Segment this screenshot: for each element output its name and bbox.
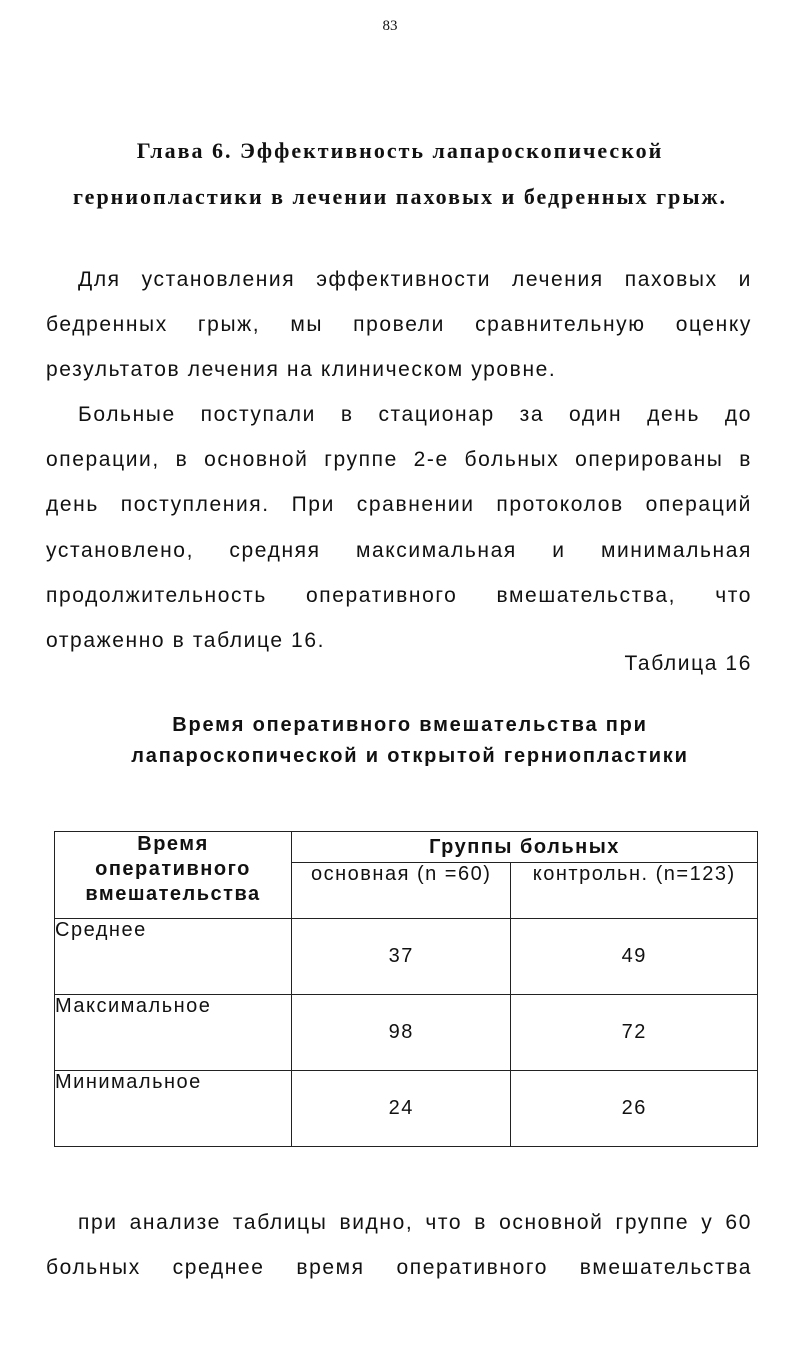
paragraph-line: установлено, средняя максимальная и минимальная <box>46 538 752 562</box>
chapter-title-line-1: Глава 6. Эффективность лапароскопической <box>136 138 664 163</box>
table-row <box>55 995 758 1071</box>
paragraph-line: при анализе таблицы видно, что в основной группе у 60 <box>78 1211 752 1234</box>
row-label: Среднее <box>55 919 292 995</box>
paragraph-line: продолжительность оперативного вмешательства, что <box>46 583 752 607</box>
header-line: оперативного <box>95 858 251 880</box>
paragraph-line: больных среднее время оперативного вмешательства <box>46 1256 752 1280</box>
chapter-title-line-2: герниопластики в лечении паховых и бедренных грыж. <box>72 184 728 209</box>
paragraph-line: бедренных грыж, мы провели сравнительную оценку <box>46 313 752 337</box>
table-title-line-1: Время оперативного вмешательства при <box>172 714 648 736</box>
data-table <box>54 831 758 1147</box>
chapter-title <box>40 128 760 220</box>
paragraph-line: отраженно в таблице 16. <box>46 629 326 653</box>
paragraph-line: день поступления. При сравнении протоколов операций <box>46 493 752 517</box>
cell-value: 49 <box>511 919 758 995</box>
group-header: Группы больных <box>292 832 758 863</box>
paragraph-line: Для установления эффективности лечения паховых и <box>78 268 752 291</box>
table-title <box>40 710 780 772</box>
paragraph-line: результатов лечения на клиническом уровне. <box>46 358 557 382</box>
paragraph-line: операции, в основной группе 2-е больных оперированы в <box>46 448 752 472</box>
paragraph-3 <box>46 1200 752 1290</box>
row-label: Минимальное <box>55 1071 292 1147</box>
table-title-line-2: лапароскопической и открытой герниопластики <box>131 745 689 767</box>
page-number: 83 <box>382 18 398 34</box>
sub-header-main-group: основная (n =60) <box>292 863 511 919</box>
cell-value: 72 <box>511 995 758 1071</box>
cell-value: 24 <box>292 1071 511 1147</box>
cell-value: 26 <box>511 1071 758 1147</box>
table-row <box>55 1071 758 1147</box>
first-column-header <box>55 832 292 919</box>
cell-value: 37 <box>292 919 511 995</box>
header-line: Время <box>137 833 209 855</box>
paragraph-line: Больные поступали в стационар за один день до <box>78 403 752 426</box>
table-label: Таблица 16 <box>624 652 752 675</box>
paragraph-2 <box>46 392 752 663</box>
table-header-row <box>55 832 758 863</box>
row-label: Максимальное <box>55 995 292 1071</box>
cell-value: 98 <box>292 995 511 1071</box>
paragraph-1 <box>46 257 752 393</box>
sub-header-control-group: контрольн. (n=123) <box>511 863 758 919</box>
table-row <box>55 919 758 995</box>
header-line: вмешательства <box>85 883 261 905</box>
